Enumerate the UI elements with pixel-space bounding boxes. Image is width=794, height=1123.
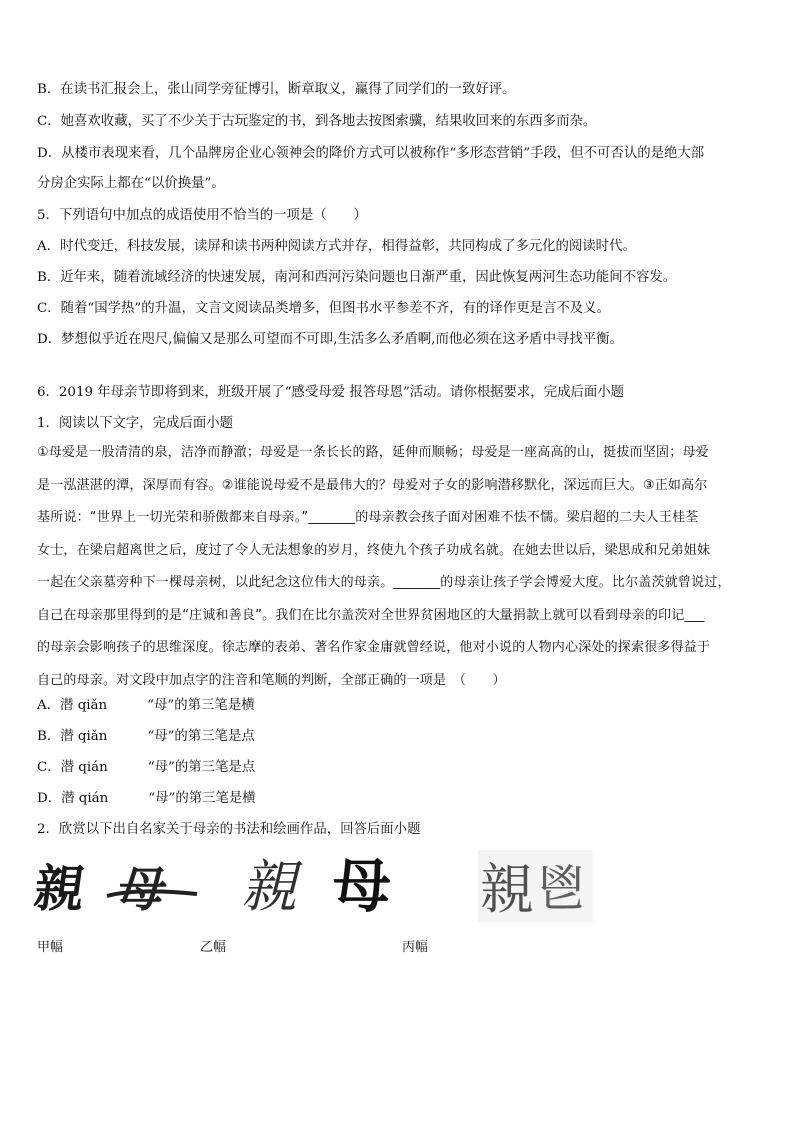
q6-stem: 6．2019 年母亲节即将到来，班级开展了“感受母爱 报答母恩”活动。请你根据要求，完成后面小题 xyxy=(37,385,625,400)
calligraphy-yi xyxy=(237,850,425,920)
svg-text:親: 親 xyxy=(480,858,534,921)
svg-text:親: 親 xyxy=(30,859,89,918)
q6-choice-a xyxy=(37,698,255,714)
choice-stroke: “母”的第三笔是横 xyxy=(147,698,255,713)
choice-stroke: “母”的第三笔是点 xyxy=(147,729,255,744)
choice-pinyin: C．潜 qián xyxy=(37,760,108,775)
q4-option-d-line1: D．从楼市表现来看，几个品牌房企业心领神会的降价方式可以被称作“多形态营销”手段，但不可否认的是绝大部 xyxy=(37,146,705,161)
choice-pinyin: D．潜 qián xyxy=(37,791,109,806)
passage-line: 一起在父亲墓旁种下一棵母亲树，以此纪念这位伟大的母亲。_______的母亲让孩子学会博爱大度。比尔盖茨就曾说过， xyxy=(37,575,731,590)
q6-choice-d xyxy=(37,791,256,807)
svg-text:親: 親 xyxy=(237,854,310,920)
caption-yi: 乙幅 xyxy=(200,940,227,955)
passage-line: 自己在母亲那里得到的是“庄诚和善良”。我们在比尔盖茨对全世界贫困地区的大量捐款上就可以看到母亲的印记___ xyxy=(37,607,705,623)
passage-line: 基所说：“世界上一切光荣和骄傲都来自母亲。”_______的母亲教会孩子面对困难不怯不懦。梁启超的二夫人王桂荃 xyxy=(37,510,699,525)
q5-option-a: A．时代变迁，科技发展，读屏和读书两种阅读方式并存，相得益彰，共同构成了多元化的阅读时代。 xyxy=(37,239,636,254)
passage-line: 自己的母亲。对文段中加点字的注音和笔顺的判断，全部正确的一项是 （ ） xyxy=(37,672,506,688)
q6-choice-c xyxy=(37,760,255,776)
svg-text:鬯: 鬯 xyxy=(536,860,586,918)
q6-passage xyxy=(37,437,757,697)
passage-line: ①母爱是一股清清的泉，洁净而静澈；母爱是一条长长的路，延伸而顺畅；母爱是一座高高的山，挺拔而坚固；母爱 xyxy=(37,445,709,460)
choice-stroke: “母”的第三笔是点 xyxy=(147,760,256,775)
calligraphy-jia-image xyxy=(30,858,207,918)
calligraphy-bing-image xyxy=(478,850,593,922)
q5-stem: 5．下列语句中加点的成语使用不恰当的一项是（ ） xyxy=(37,208,367,223)
q6-sub2-title: 2．欣赏以下出自名家关于母亲的书法和绘画作品，回答后面小题 xyxy=(37,822,421,837)
calligraphy-yi-image xyxy=(237,850,425,920)
q6-choice-b xyxy=(37,729,255,745)
q5-option-c: C．随着“国学热”的升温，文言文阅读品类增多，但图书水平参差不齐，有的译作更是言不及义。 xyxy=(37,301,610,316)
q4-option-c: C．她喜欢收藏，买了不少关于古玩鉴定的书，到各地去按图索骥，结果收回来的东西多而杂。 xyxy=(37,114,597,129)
passage-line: 女士，在梁启超离世之后，度过了令人无法想象的岁月，终使九个孩子功成名就。在她去世以后，梁思成和兄弟姐妹 xyxy=(37,542,711,558)
choice-pinyin: B．潜 qiǎn xyxy=(37,729,108,744)
caption-bing: 丙幅 xyxy=(402,940,429,955)
calligraphy-jia xyxy=(30,858,207,918)
choice-pinyin: A．潜 qiǎn xyxy=(37,698,108,713)
passage-line: 是一泓湛湛的潭，深厚而有容。②谁能说母爱不是最伟大的？母爱对子女的影响潜移默化，深远而巨大。③正如高尔 xyxy=(37,477,708,493)
q5-option-b: B．近年来，随着流域经济的快速发展，南河和西河污染问题也日渐严重，因此恢复两河生态功能间不容发。 xyxy=(37,270,677,285)
svg-text:母: 母 xyxy=(112,861,173,918)
svg-text:母: 母 xyxy=(333,852,392,920)
caption-jia: 甲幅 xyxy=(37,940,64,955)
q5-option-d: D．梦想似乎近在咫尺,偏偏又是那么可望而不可即,生活多么矛盾啊,而他必须在这矛盾中寻找平衡。 xyxy=(37,332,623,347)
calligraphy-bing xyxy=(478,850,593,922)
passage-line: 的母亲会影响孩子的思维深度。徐志摩的表弟、著名作家金庸就曾经说，他对小说的人物内心深处的探索很多得益于 xyxy=(37,640,711,655)
q4-option-d-line2: 分房企实际上都在“以价换量”。 xyxy=(37,176,225,191)
q6-sub1-title: 1．阅读以下文字，完成后面小题 xyxy=(37,416,233,431)
q4-option-b: B．在读书汇报会上，张山同学旁征博引，断章取义，赢得了同学们的一致好评。 xyxy=(37,82,516,97)
choice-stroke: “母”的第三笔是横 xyxy=(148,791,256,806)
